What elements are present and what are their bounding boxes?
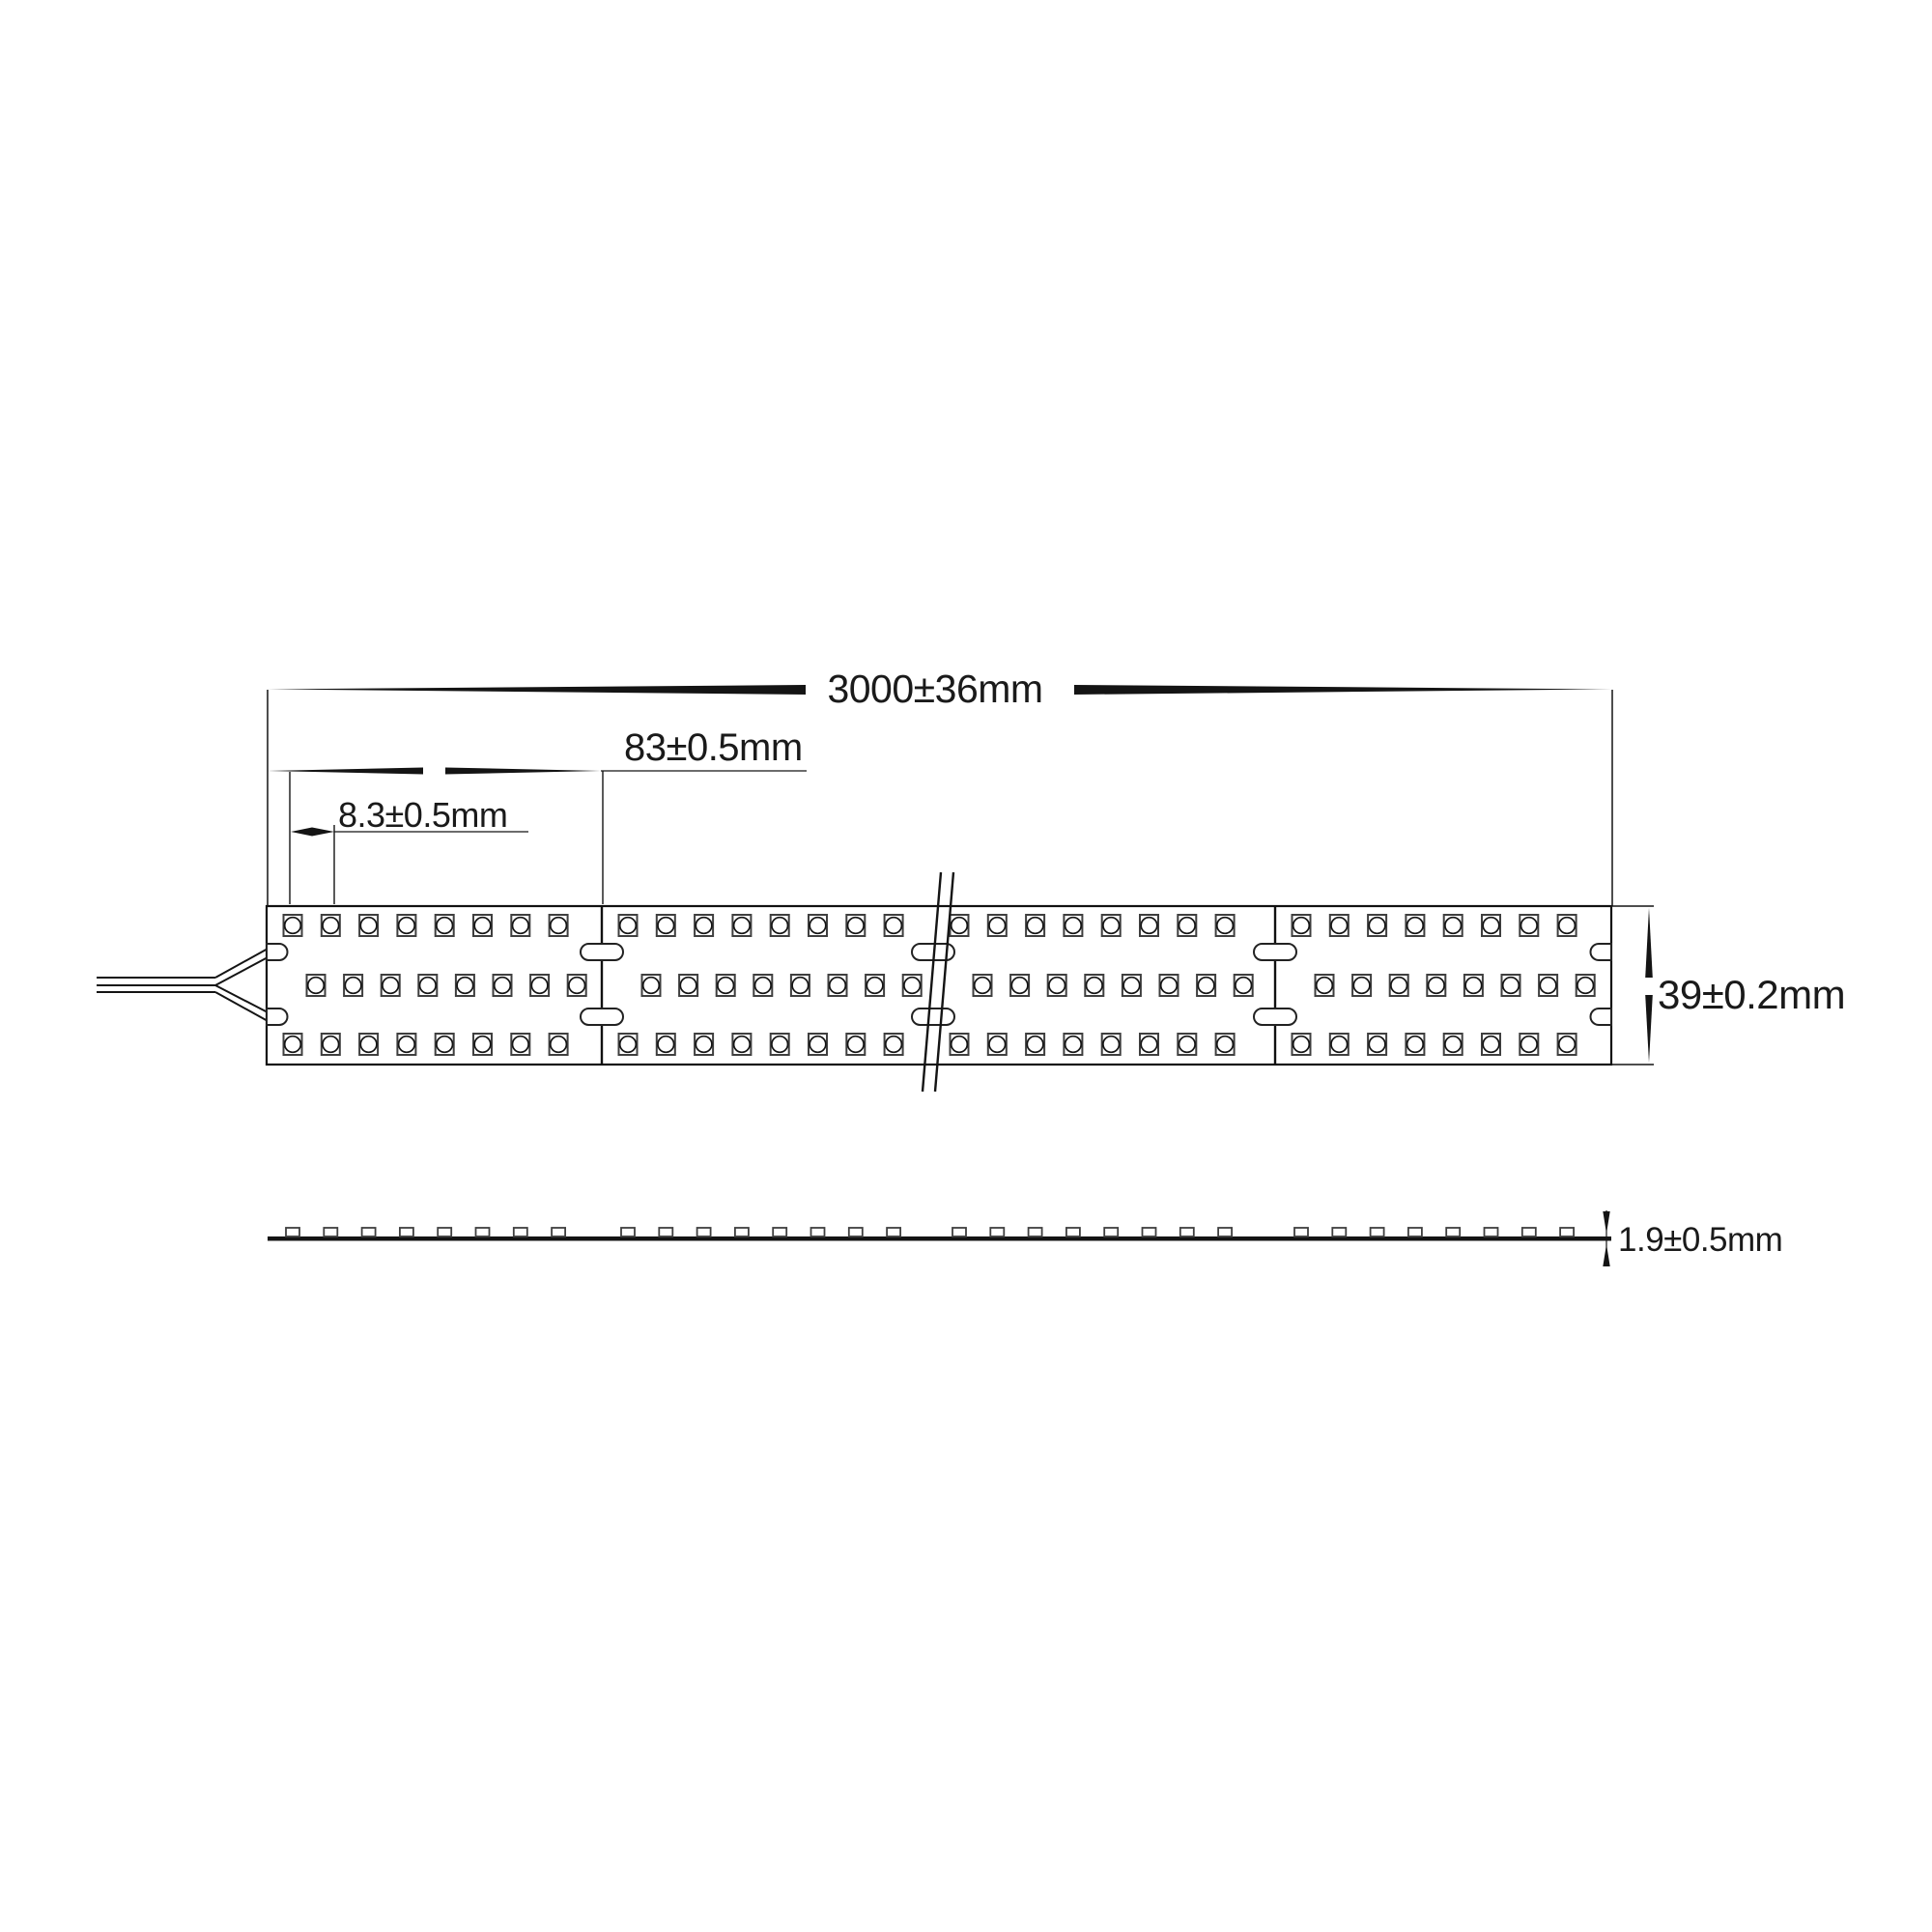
side-led-profile (621, 1228, 635, 1236)
side-led-profile (514, 1228, 527, 1236)
side-led-profile (990, 1228, 1004, 1236)
side-led-profile (1218, 1228, 1232, 1236)
solder-pad (1254, 1009, 1296, 1025)
side-led-profile (1522, 1228, 1536, 1236)
side-led-profile (1560, 1228, 1574, 1236)
strip-side-view (268, 1228, 1611, 1241)
side-led-profile (952, 1228, 966, 1236)
side-led-profile (400, 1228, 413, 1236)
side-led-profile (735, 1228, 749, 1236)
side-led-profile (1066, 1228, 1080, 1236)
side-led-profile (1294, 1228, 1308, 1236)
side-led-profile (324, 1228, 337, 1236)
side-led-profile (1371, 1228, 1384, 1236)
side-led-profile (1332, 1228, 1346, 1236)
side-led-profile (773, 1228, 786, 1236)
side-led-profile (1180, 1228, 1194, 1236)
solder-pad-left-end (267, 944, 288, 960)
side-led-profile (811, 1228, 825, 1236)
led-pitch-label: 8.3±0.5mm (338, 795, 508, 835)
dimension-thickness (1603, 1210, 1782, 1266)
dimension-led-pitch (290, 772, 528, 904)
side-led-profile (476, 1228, 490, 1236)
side-view-led-profiles (286, 1228, 1574, 1236)
total-length-label: 3000±36mm (827, 667, 1043, 711)
side-led-profile (1104, 1228, 1118, 1236)
side-led-profile (362, 1228, 376, 1236)
side-led-profile (887, 1228, 900, 1236)
power-wires (97, 948, 270, 1022)
side-led-profile (1408, 1228, 1422, 1236)
side-led-profile (438, 1228, 451, 1236)
cut-increment-label: 83±0.5mm (624, 726, 803, 769)
solder-pad (912, 1009, 954, 1025)
dimension-strip-width (1611, 906, 1845, 1065)
side-led-profile (659, 1228, 672, 1236)
side-led-profile (1485, 1228, 1498, 1236)
solder-pad (581, 1009, 623, 1025)
solder-pad-right-end (1591, 944, 1612, 960)
thickness-label: 1.9±0.5mm (1618, 1221, 1783, 1259)
side-led-profile (286, 1228, 299, 1236)
side-led-profile (697, 1228, 711, 1236)
strip-top-view (97, 872, 1611, 1092)
side-led-profile (552, 1228, 565, 1236)
solder-pad (1254, 944, 1296, 960)
dimension-total-length (268, 667, 1612, 906)
side-led-profile (1446, 1228, 1460, 1236)
solder-pad (581, 944, 623, 960)
solder-pad-left-end (267, 1009, 288, 1025)
solder-pad-right-end (1591, 1009, 1612, 1025)
side-led-profile (1143, 1228, 1156, 1236)
strip-width-label: 39±0.2mm (1658, 972, 1846, 1017)
side-led-profile (849, 1228, 863, 1236)
side-led-profile (1029, 1228, 1042, 1236)
